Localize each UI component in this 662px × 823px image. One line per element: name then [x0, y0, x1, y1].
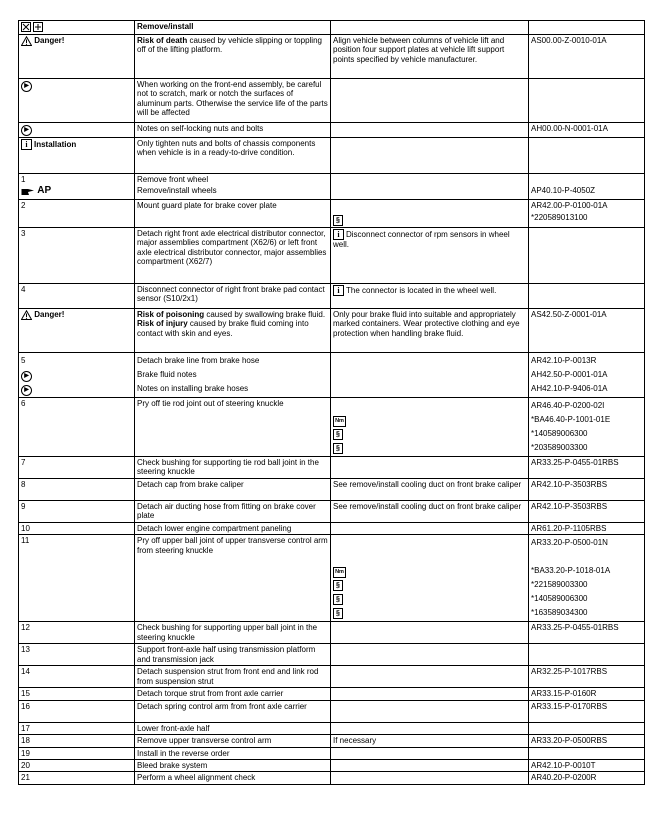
table-row: 1 Remove front wheel: [19, 174, 645, 186]
table-row: 6 Pry off tie rod joint out of steering knuckle Nm § § AR46.40-P-0200-02I *BA46.40-P-1001-01E *140589006300 *203589003300: [19, 397, 645, 456]
info-icon: i: [333, 285, 344, 296]
notice-icon: ▶: [21, 371, 32, 382]
notice-icon: ▶: [21, 81, 32, 92]
table-row: 9 Detach air ducting hose from fitting on brake cover plate See remove/install cooling duct on front brake caliper AR42.10-P-3503RBS: [19, 500, 645, 522]
table-row: Danger! Risk of death caused by vehicle slipping or toppling off of the lifting platform. Align vehicle between columns of vehicle lift and position four support plates at vehicle lift support points specified by vehicle manufacturer. AS00.00-Z-0010-01A: [19, 35, 645, 79]
table-row: i Installation Only tighten nuts and bolts of chassis components when vehicle is in a ready-to-drive condition.: [19, 138, 645, 174]
special-tool-icon: §: [333, 215, 343, 226]
table-row: 19 Install in the reverse order: [19, 747, 645, 759]
table-row: 15 Detach torque strut from front axle carrier AR33.15-P-0160R: [19, 688, 645, 700]
installation-label: Installation: [34, 140, 77, 149]
table-row: 11 Pry off upper ball joint of upper transverse control arm from steering knuckle Nm § § § AR33.20-P-0500-01N *BA33.20-P-1018-01A *221589003300 *140589006300 *163589034300: [19, 535, 645, 622]
warning-triangle-icon: [21, 310, 32, 320]
warning-triangle-icon: [21, 36, 32, 46]
table-row: 17 Lower front-axle half: [19, 722, 645, 734]
ap-label: AP: [37, 185, 52, 197]
table-row: 16 Detach spring control arm from front axle carrier AR33.15-P-0170RBS: [19, 700, 645, 722]
table-row: 13 Support front-axle half using transmission platform and transmission jack: [19, 644, 645, 666]
torque-icon: Nm: [333, 416, 346, 427]
special-tool-icon: §: [333, 608, 343, 619]
table-row: 7 Check bushing for supporting tie rod ball joint in the steering knuckle AR33.25-P-0455-01RBS: [19, 456, 645, 478]
info-icon: i: [21, 139, 32, 150]
special-tool-icon: §: [333, 443, 343, 454]
remove-install-icon: [21, 22, 43, 32]
table-row: 5 ▶ ▶ Detach brake line from brake hose Brake fluid notes Notes on installing brake hoses AR42.10-P-0013R AH42.50-P-0001-01A AH42.10-P-9406-01A: [19, 352, 645, 397]
header-row: [19, 21, 645, 35]
table-row: 21 Perform a wheel alignment check AR40.20-P-0200R: [19, 772, 645, 784]
table-row: 2 Mount guard plate for brake cover plate § AR42.00-P-0100-01A *220589013100: [19, 199, 645, 227]
table-row: 20 Bleed brake system AR42.10-P-0010T: [19, 759, 645, 771]
table-row: 8 Detach cap from brake caliper See remove/install cooling duct on front brake caliper AR42.10-P-3503RBS: [19, 478, 645, 500]
notice-icon: ▶: [21, 385, 32, 396]
procedure-table: [18, 20, 645, 785]
pointing-hand-icon: [21, 187, 35, 196]
table-row: 14 Detach suspension strut from front end and link rod from suspension strut AR32.25-P-1017RBS: [19, 666, 645, 688]
special-tool-icon: §: [333, 594, 343, 605]
table-row: AP Remove/install wheels AP40.10-P-4050Z: [19, 185, 645, 199]
table-row: 10 Detach lower engine compartment paneling AR61.20-P-1105RBS: [19, 522, 645, 534]
table-row: 12 Check bushing for supporting upper ball joint in the steering knuckle AR33.25-P-0455-01RBS: [19, 622, 645, 644]
special-tool-icon: §: [333, 580, 343, 591]
table-row: 4 Disconnect connector of right front brake pad contact sensor (S10/2x1) i The connector is located in the wheel well.: [19, 283, 645, 308]
table-row: 3 Detach right front axle electrical distributor connector, major assemblies compartment (X62/6) or left front axle electrical distributor connector, major assemblies compartment (X62/7) i Disconnect connector of rpm sensors in wheel well.: [19, 227, 645, 283]
info-icon: i: [333, 229, 344, 240]
note-cell: Align vehicle between columns of vehicle lift and position four support plates at vehicle lift support points specified by vehicle manufacturer.: [331, 35, 529, 79]
table-row: Danger! Risk of poisoning caused by swallowing brake fluid. Risk of injury caused by brake fluid coming into contact with skin and eyes. Only pour brake fluid into suitable and appropriately marked containers. Wear protective clothing and eye protection when handling brake fluid. AS42.50-Z-0001-01A: [19, 308, 645, 352]
table-row: ▶ When working on the front-end assembly, be careful not to scratch, mark or notch the surfaces of aluminum parts. Otherwise the service life of the parts will be affected: [19, 79, 645, 123]
table-row: ▶ Notes on self-locking nuts and bolts AH00.00-N-0001-01A: [19, 123, 645, 138]
table-row: 18 Remove upper transverse control arm If necessary AR33.20-P-0500RBS: [19, 735, 645, 747]
header-title: Remove/install: [135, 21, 331, 35]
ref-cell: AS00.00-Z-0010-01A: [529, 35, 645, 79]
danger-label: Danger!: [34, 36, 65, 46]
danger-label: Danger!: [34, 310, 65, 320]
header-icons-cell: [19, 21, 135, 35]
notice-icon: ▶: [21, 125, 32, 136]
torque-icon: Nm: [333, 567, 346, 578]
special-tool-icon: §: [333, 429, 343, 440]
